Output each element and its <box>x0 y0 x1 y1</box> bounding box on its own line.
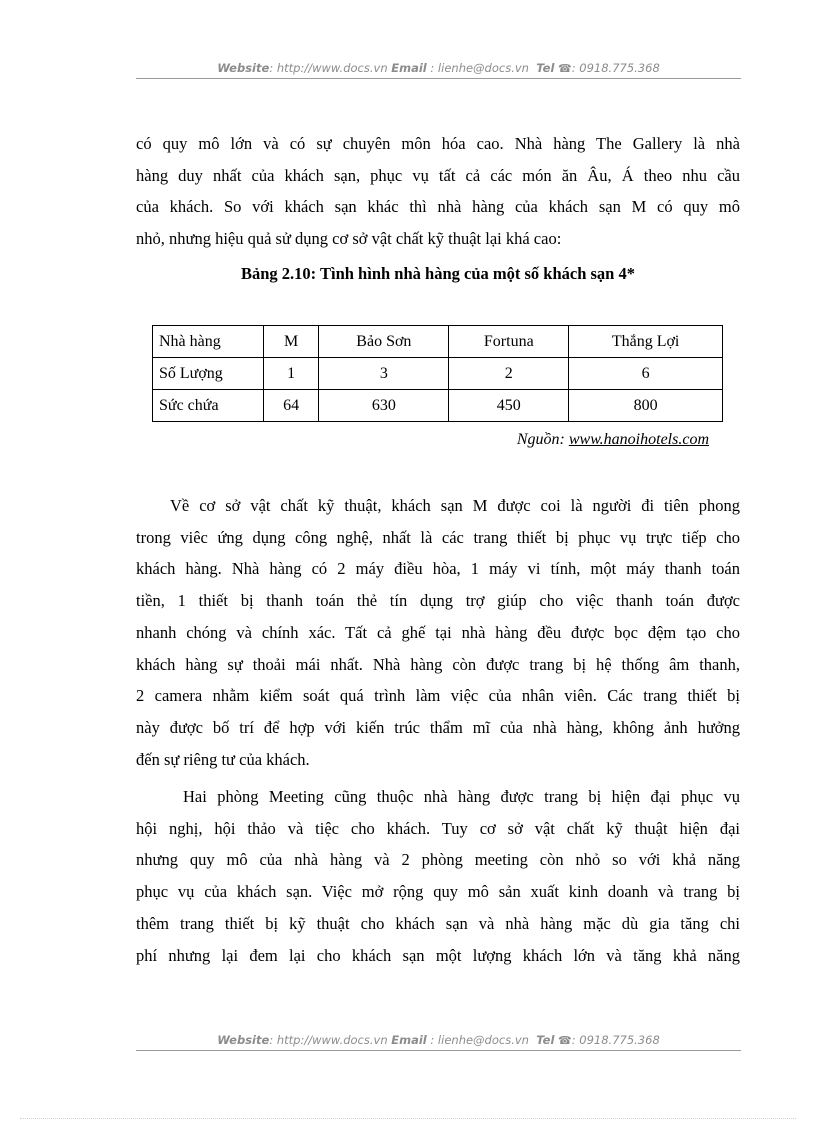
table-cell: 2 <box>449 358 569 390</box>
text-line: 2 camera nhằm kiểm soát quá trình làm việc của nhân viên. Các trang thiết bị <box>136 686 740 706</box>
source-label: Nguồn: <box>516 431 565 448</box>
text-line: của khách. So với khách sạn khác thì nhà hàng của khách sạn M có quy mô <box>136 197 740 217</box>
text-line: Về cơ sở vật chất kỹ thuật, khách sạn M được coi là người đi tiên phong <box>170 496 740 515</box>
footer-website-label: Website <box>217 1033 270 1047</box>
intro-paragraph <box>136 128 740 255</box>
footer-email-value: : lienhe@docs.vn <box>430 1033 529 1047</box>
table-cell: 6 <box>569 358 723 390</box>
page-header <box>136 61 741 75</box>
table-header-cell: Thắng Lợi <box>569 326 723 358</box>
table-header-row <box>153 326 723 358</box>
header-website-value: : http://www.docs.vn <box>269 61 388 75</box>
text-line: Hai phòng Meeting cũng thuộc nhà hàng được trang bị hiện đại phục vụ <box>183 787 740 806</box>
header-tel-label: Tel <box>536 61 555 75</box>
text-line: tiền, 1 thiết bị thanh toán thẻ tín dụng trợ giúp cho việc thanh toán được <box>136 591 740 611</box>
table-cell: 630 <box>319 390 449 422</box>
header-email-value: : lienhe@docs.vn <box>430 61 529 75</box>
text-line: phí nhưng lại đem lại cho khách sạn một lượng khách lớn và tăng khả năng <box>136 945 740 965</box>
table-source <box>420 431 709 449</box>
text-line: phục vụ của khách sạn. Việc mở rộng quy mô sản xuất kinh doanh và trang bị <box>136 882 740 902</box>
table-header-cell: Fortuna <box>449 326 569 358</box>
header-tel-value: : 0918.775.368 <box>571 61 660 75</box>
paragraph-3 <box>136 781 740 971</box>
text-line: trong viêc ứng dụng công nghệ, nhất là các trang thiết bị phục vụ trực tiếp cho <box>136 527 740 547</box>
page-footer <box>136 1033 741 1047</box>
header-rule <box>136 78 741 79</box>
text-line: đến sự riêng tư của khách. <box>136 749 310 769</box>
phone-icon: ☎ <box>558 1034 572 1047</box>
table-cell: Số Lượng <box>153 358 264 390</box>
table-caption: Bảng 2.10: Tình hình nhà hàng của một số khách sạn 4* <box>240 264 635 283</box>
text-line: nhanh chóng và chính xác. Tất cả ghế tại nhà hàng đều được bọc đệm tạo cho <box>136 622 740 642</box>
restaurant-table <box>152 325 723 422</box>
table-cell: 3 <box>319 358 449 390</box>
table-cell: 1 <box>264 358 319 390</box>
table-header-cell: Bảo Sơn <box>319 326 449 358</box>
header-website-label: Website <box>217 61 270 75</box>
paragraph-2 <box>136 490 740 775</box>
source-link[interactable]: www.hanoihotels.com <box>568 431 709 448</box>
table-header-cell: M <box>264 326 319 358</box>
table-row <box>153 390 723 422</box>
header-email-label: Email <box>391 61 427 75</box>
text-line: nhỏ, nhưng hiệu quả sử dụng cơ sở vật chất kỹ thuật lại khá cao: <box>136 229 562 249</box>
text-line: thêm trang thiết bị kỹ thuật cho khách sạn và nhà hàng mặc dù gia tăng chi <box>136 913 740 933</box>
text-line: hàng duy nhất của khách sạn, phục vụ tất cả các món ăn Âu, Á theo nhu cầu <box>136 165 740 185</box>
footer-tel-value: : 0918.775.368 <box>571 1033 660 1047</box>
text-line: nhưng quy mô của nhà hàng và 2 phòng meeting còn nhỏ so với khả năng <box>136 850 740 870</box>
text-line: khách hàng. Nhà hàng có 2 máy điều hòa, 1 máy vi tính, một máy thanh toán <box>136 559 740 579</box>
table-cell: Sức chứa <box>153 390 264 422</box>
footer-tel-label: Tel <box>536 1033 555 1047</box>
table-header-cell: Nhà hàng <box>153 326 264 358</box>
table-cell: 64 <box>264 390 319 422</box>
text-line: hội nghị, hội thảo và tiệc cho khách. Tuy cơ sở vật chất kỹ thuật hiện đại <box>136 818 740 838</box>
footer-email-label: Email <box>391 1033 427 1047</box>
footer-rule <box>136 1050 741 1051</box>
phone-icon: ☎ <box>558 62 572 75</box>
text-line: này được bố trí để hợp với kiến trúc thẩm mĩ của nhà hàng, không ảnh hưởng <box>136 717 740 737</box>
text-line: khách hàng sự thoải mái nhất. Nhà hàng còn được trang bị hệ thống âm thanh, <box>136 654 740 674</box>
table-cell: 450 <box>449 390 569 422</box>
table-cell: 800 <box>569 390 723 422</box>
footer-website-value: : http://www.docs.vn <box>269 1033 388 1047</box>
page-bottom-border <box>20 1118 796 1119</box>
text-line: có quy mô lớn và có sự chuyên môn hóa cao. Nhà hàng The Gallery là nhà <box>136 134 740 153</box>
table-row <box>153 358 723 390</box>
